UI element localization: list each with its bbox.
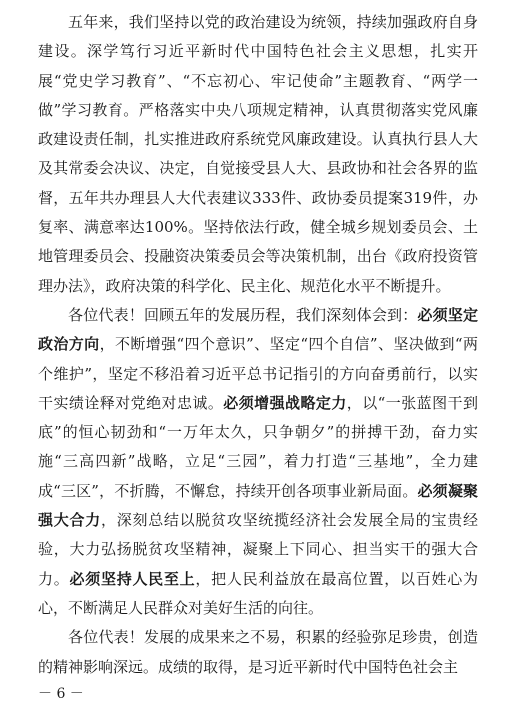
body-text-run: 各位代表！发展的成果来之不易，积累的经验弥足珍贵，创造的精神影响深远。成绩的取得，是习近平新时代中国特色社会主 xyxy=(38,628,478,676)
paragraph-experience xyxy=(38,301,478,623)
body-text xyxy=(38,8,478,682)
paragraph-self-building xyxy=(38,8,478,301)
body-text-run: ，以“一张蓝图干到底”的恒心韧劲和“一万年太久，只争朝夕”的拼搏干劲，奋力实施“三高四新”战略，立足“三园”，着力打造“三基地”，全力建成“三区”，不折腾，不懈怠，持续开创各项事业新局面。 xyxy=(38,393,478,500)
body-text-run: 五年来，我们坚持以党的政治建设为统领，持续加强政府自身建设。深学笃行习近平新时代中国特色社会主义思想，扎实开展“党史学习教育”、“不忘初心、牢记使命”主题教育、“两学一做”学习教育。严格落实中央八项规定精神，认真贯彻落实党风廉政建设责任制，扎实推进政府系统党风廉政建设。认真执行县人大及其常委会决议、决定，自觉接受县人大、县政协和社会各界的监督，五年共办理县人大代表建议333件、政协委员提案319件，办复率、满意率达100%。坚持依法行政，健全城乡规划委员会、土地管理委员会、投融资决策委员会等决策机制，出台《政府投资管理办法》，政府决策的科学化、民主化、规范化水平不断提升。 xyxy=(38,13,478,295)
page-number: － 6 － xyxy=(38,686,84,702)
emphasis-text: 必须增强战略定力 xyxy=(223,393,347,412)
body-text-run: 各位代表！回顾五年的发展历程，我们深刻体会到： xyxy=(68,305,418,324)
body-text-run: ，深刻总结以脱贫攻坚统揽经济社会发展全局的宝贵经验，大力弘扬脱贫攻坚精神，凝聚上下同心、担当实干的强大合力。 xyxy=(38,511,478,588)
emphasis-text: 必须坚持人民至上 xyxy=(69,569,196,588)
emphasis-text: 必须坚定政治方向 xyxy=(38,305,478,354)
emphasis-text: 必须凝聚强大合力 xyxy=(38,481,478,530)
paragraph-achievements xyxy=(38,623,478,682)
body-text-run: ，把人民利益放在最高位置，以百姓心为心，不断满足人民群众对美好生活的向往。 xyxy=(38,569,478,617)
body-text-run: ，不断增强“四个意识”、坚定“四个自信”、坚决做到“两个维护”，坚定不移沿着习近平总书记指引的方向奋勇前行，以实干实绩诠释对党绝对忠诚。 xyxy=(38,335,478,412)
